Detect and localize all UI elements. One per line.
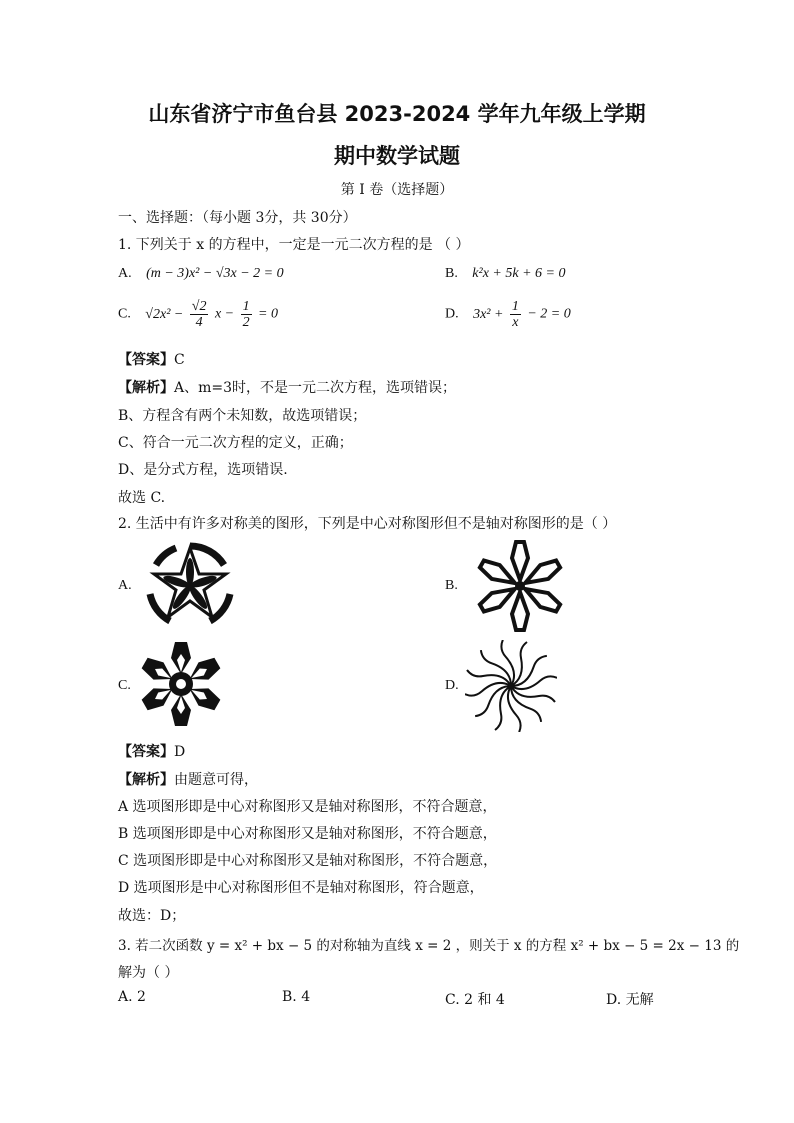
fraction-denominator: x [512,315,519,330]
q2-analysis-line-1: A 选项图形即是中心对称图形又是轴对称图形，不符合题意， [118,799,497,815]
q1-option-d-prefix: 3x² + [473,306,504,322]
answer-value: C [174,352,185,368]
q2-option-b-label: B. [445,578,458,593]
q3-stem-line-1: 3. 若二次函数 y = x² + bx − 5 的对称轴为直线 x = 2 ，则关于 x 的方程 x² + bx − 5 = 2x − 13 的 [118,938,740,954]
page-subtitle: 期中数学试题 [334,144,460,168]
page-title: 山东省济宁市鱼台县 2023-2024 学年九年级上学期 [148,102,646,126]
volume-label: 第 I 卷（选择题） [340,182,454,198]
analysis-tag: 【解析】 [118,380,174,396]
q1-analysis-line-5: 故选 C. [118,490,166,506]
answer-tag: 【答案】 [118,352,174,368]
q2-analysis-line-0 [118,769,258,789]
q2-option-a-label: A. [118,578,132,593]
q2-analysis-line-5: 故选：D； [118,908,186,924]
q3-option-a: A. 2 [118,989,146,1005]
q2-figure-d [465,640,557,732]
q1-option-c-label: C. [118,306,131,322]
q3-option-c: C. 2 和 4 [445,992,505,1008]
q1-analysis-line-1 [118,377,456,397]
q1-option-a-expr: (m − 3)x² − √3x − 2 = 0 [146,266,284,281]
fraction-numerator: 1 [242,299,250,314]
q2-figure-a [138,540,242,632]
q2-stem: 2. 生活中有许多对称美的图形，下列是中心对称图形但不是轴对称图形的是（ ） [118,516,617,532]
q1-option-d-suffix: − 2 = 0 [527,306,571,322]
q1-option-d-label: D. [445,306,459,322]
q1-option-c-prefix: √2x² − [145,306,184,322]
q1-option-c-suffix: = 0 [258,306,278,322]
analysis-tag: 【解析】 [118,772,174,788]
q1-option-c-mid: x − [214,306,235,322]
q2-figure-b [468,538,572,634]
analysis-text: 由题意可得， [174,772,258,788]
q1-option-c-fraction-2 [241,299,252,330]
q1-option-c-fraction-1 [190,299,209,330]
answer-value: D [174,744,186,760]
q1-stem: 1. 下列关于 x 的方程中，一定是一元二次方程的是 （ ） [118,237,470,253]
fraction-numerator: √2 [191,299,207,314]
q1-option-d-fraction [510,299,521,330]
fraction-numerator: 1 [511,299,519,314]
analysis-text: A、m=3时，不是一元二次方程，选项错误； [174,380,457,396]
q3-stem-line-2: 解为（ ） [118,965,179,981]
fraction-denominator: 4 [195,315,203,330]
fraction-denominator: 2 [242,315,250,330]
q2-option-d-label: D. [445,678,459,693]
q1-option-b [445,265,565,282]
q1-option-b-expr: k²x + 5k + 6 = 0 [472,266,566,281]
q1-analysis-line-4: D、是分式方程，选项错误. [118,462,288,478]
q1-option-a-label: A. [118,266,132,281]
q2-analysis-line-4: D 选项图形是中心对称图形但不是轴对称图形，符合题意， [118,880,484,896]
section-heading: 一、选择题：（每小题 3分，共 30分） [118,210,357,226]
q1-answer [118,349,185,369]
q2-figure-c [138,638,224,730]
q1-option-c [118,299,278,330]
q1-analysis-line-3: C、符合一元二次方程的定义，正确； [118,435,353,451]
q2-answer [118,741,185,761]
q2-analysis-line-3: C 选项图形即是中心对称图形又是轴对称图形，不符合题意， [118,853,498,869]
q2-option-c-label: C. [118,678,131,693]
q1-option-d [445,299,571,330]
q1-option-a [118,265,284,282]
q3-option-b: B. 4 [282,989,311,1005]
q1-analysis-line-2: B、方程含有两个未知数，故选项错误； [118,408,367,424]
answer-tag: 【答案】 [118,744,174,760]
q3-option-d: D. 无解 [606,992,654,1008]
q2-analysis-line-2: B 选项图形即是中心对称图形又是轴对称图形，不符合题意， [118,826,497,842]
q1-option-b-label: B. [445,266,458,281]
